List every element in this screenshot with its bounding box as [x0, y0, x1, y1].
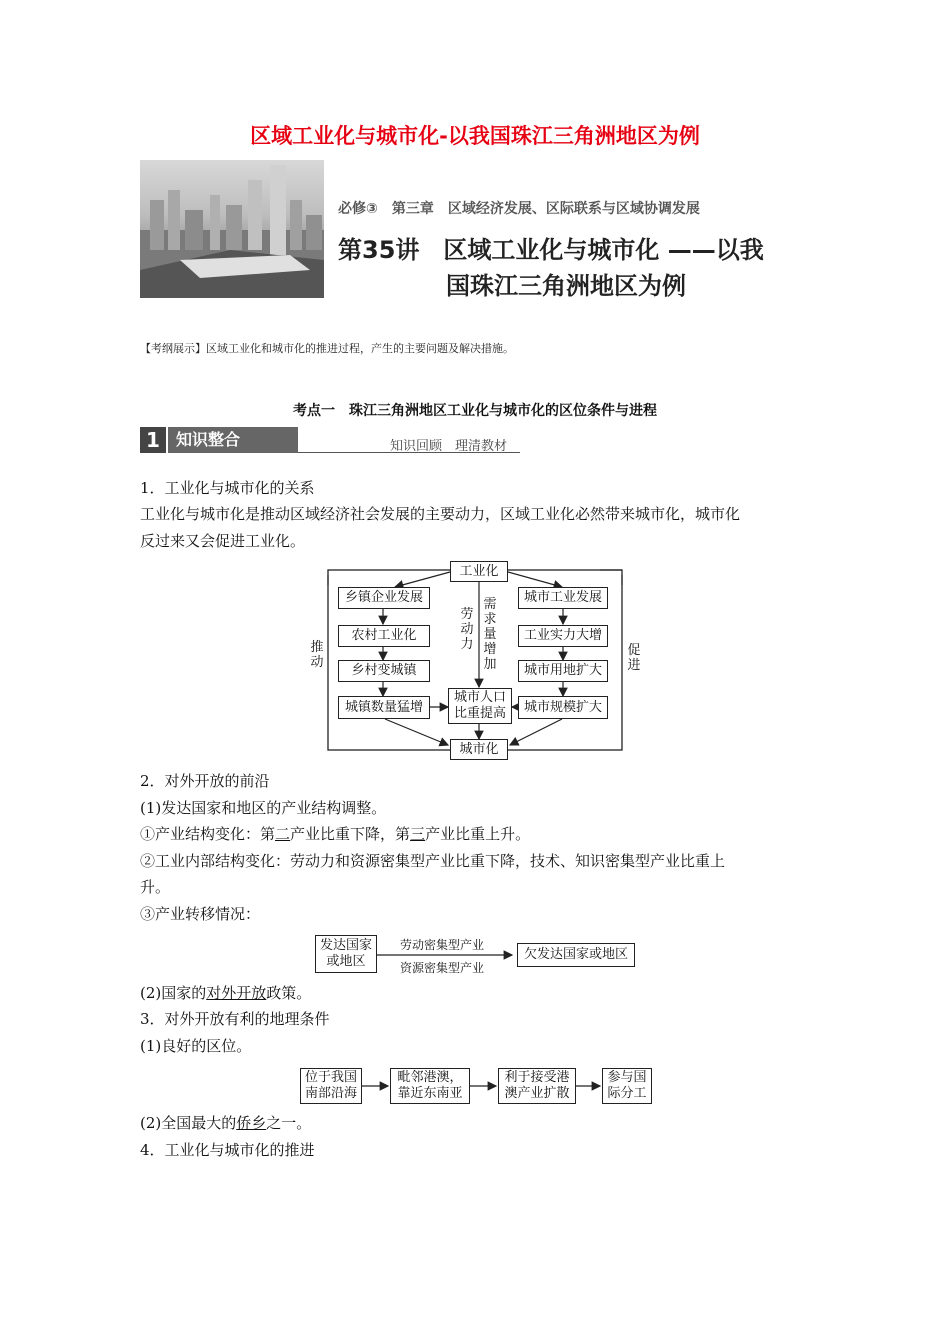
box-urban-population — [448, 688, 512, 724]
box-south-coast-line1: 位于我国 — [304, 1070, 357, 1085]
s2-heading: 2．对外开放的前沿 — [140, 772, 270, 790]
s2-p2-post: 产业比重上升。 — [425, 825, 531, 843]
box-international-division-line2: 际分工 — [607, 1086, 647, 1101]
topic-title: 考点一 珠江三角洲地区工业化与城市化的区位条件与进程 — [293, 403, 657, 419]
s2-p3-line1: ②工业内部结构变化：劳动力和资源密集型产业比重下降，技术、知识密集型产业比重上 — [140, 852, 726, 870]
label-labor-intensive: 劳动密集型产业 — [400, 938, 485, 952]
box-urbanization: 城市化 — [450, 739, 508, 760]
box-international-division — [602, 1068, 652, 1104]
box-urban-population-line1: 城市人口 — [453, 690, 506, 705]
box-industry-diffusion — [498, 1068, 576, 1104]
city-photo — [140, 160, 324, 298]
s3-heading: 3．对外开放有利的地理条件 — [140, 1010, 330, 1028]
s2-p3-line2: 升。 — [140, 878, 171, 896]
section-subtitle: 知识回顾 理清教材 — [390, 439, 508, 454]
document-title: 区域工业化与城市化-以我国珠江三角洲地区为例 — [250, 124, 700, 148]
s2-p2-answer-1: 二 — [275, 825, 291, 843]
city-skyline-image — [140, 160, 324, 298]
s2-p2-pre: ①产业结构变化：第 — [140, 825, 276, 843]
label-push: 推动 — [310, 640, 324, 670]
box-left-4: 城镇数量猛增 — [338, 696, 430, 719]
lecture-title-line1: 第35讲 区域工业化与城市化 ——以我 — [338, 236, 764, 264]
s3-p2-answer: 侨乡 — [236, 1114, 267, 1132]
box-right-3: 城市用地扩大 — [518, 660, 608, 682]
box-urban-population-line2: 比重提高 — [453, 706, 506, 721]
box-near-hk-macao — [390, 1068, 470, 1104]
s2-p2-mid: 产业比重下降，第 — [290, 825, 411, 843]
s1-line2: 反过来又会促进工业化。 — [140, 532, 306, 550]
box-developed-line2: 或地区 — [326, 954, 366, 969]
label-promote: 促进 — [627, 643, 641, 673]
s2-p2 — [140, 823, 820, 845]
s1-line1: 工业化与城市化是推动区域经济社会发展的主要动力，区域工业化必然带来城市化，城市化 — [140, 505, 741, 523]
industry-transfer-diagram — [312, 932, 642, 976]
box-international-division-line1: 参与国 — [607, 1070, 647, 1085]
box-right-4: 城市规模扩大 — [518, 696, 608, 719]
s2-p5 — [140, 982, 820, 1004]
box-developed — [315, 935, 377, 973]
box-south-coast — [300, 1068, 362, 1104]
s2-p5-pre: (2)国家的 — [140, 984, 207, 1002]
box-left-3: 乡村变城镇 — [338, 660, 430, 682]
box-left-1: 乡镇企业发展 — [338, 587, 430, 609]
lecture-title-line2: 国珠江三角洲地区为例 — [446, 272, 686, 300]
s2-p5-answer: 对外开放 — [206, 984, 267, 1002]
box-developed-line1: 发达国家 — [319, 938, 372, 953]
box-near-hk-macao-line2: 靠近东南亚 — [397, 1086, 463, 1101]
location-advantage-diagram — [300, 1066, 652, 1106]
label-labor: 劳动力 — [460, 607, 474, 652]
box-right-2: 工业实力大增 — [518, 625, 608, 647]
box-south-coast-line2: 南部沿海 — [304, 1086, 357, 1101]
industrialization-urbanization-diagram — [300, 555, 650, 765]
chapter-line: 必修③ 第三章 区域经济发展、区际联系与区域协调发展 — [338, 201, 700, 217]
s3-p2-pre: (2)全国最大的 — [140, 1114, 237, 1132]
box-industrialization: 工业化 — [450, 561, 508, 582]
s2-p1: (1)发达国家和地区的产业结构调整。 — [140, 799, 387, 817]
s3-p2 — [140, 1112, 820, 1134]
section-name: 知识整合 — [168, 427, 298, 453]
lecture-title — [338, 232, 764, 304]
exam-outline: 【考纲展示】区域工业化和城市化的推进过程，产生的主要问题及解决措施。 — [140, 342, 514, 355]
s1-heading: 1．工业化与城市化的关系 — [140, 479, 315, 497]
section-header — [140, 427, 520, 453]
section-number: 1 — [140, 427, 166, 453]
s3-p1: (1)良好的区位。 — [140, 1037, 252, 1055]
box-industry-diffusion-line2: 澳产业扩散 — [504, 1086, 570, 1101]
s2-p2-answer-2: 三 — [410, 825, 426, 843]
s2-p4: ③产业转移情况： — [140, 905, 261, 923]
box-less-developed: 欠发达国家或地区 — [517, 943, 635, 967]
s2-p5-post: 政策。 — [266, 984, 312, 1002]
box-right-1: 城市工业发展 — [518, 587, 608, 609]
box-left-2: 农村工业化 — [338, 625, 430, 647]
label-resource-intensive: 资源密集型产业 — [400, 961, 485, 975]
box-near-hk-macao-line1: 毗邻港澳， — [397, 1070, 463, 1085]
s4-heading: 4．工业化与城市化的推进 — [140, 1141, 315, 1159]
box-industry-diffusion-line1: 利于接受港 — [504, 1070, 570, 1085]
s3-p2-post: 之一。 — [266, 1114, 312, 1132]
label-demand: 需求量增加 — [483, 597, 497, 672]
